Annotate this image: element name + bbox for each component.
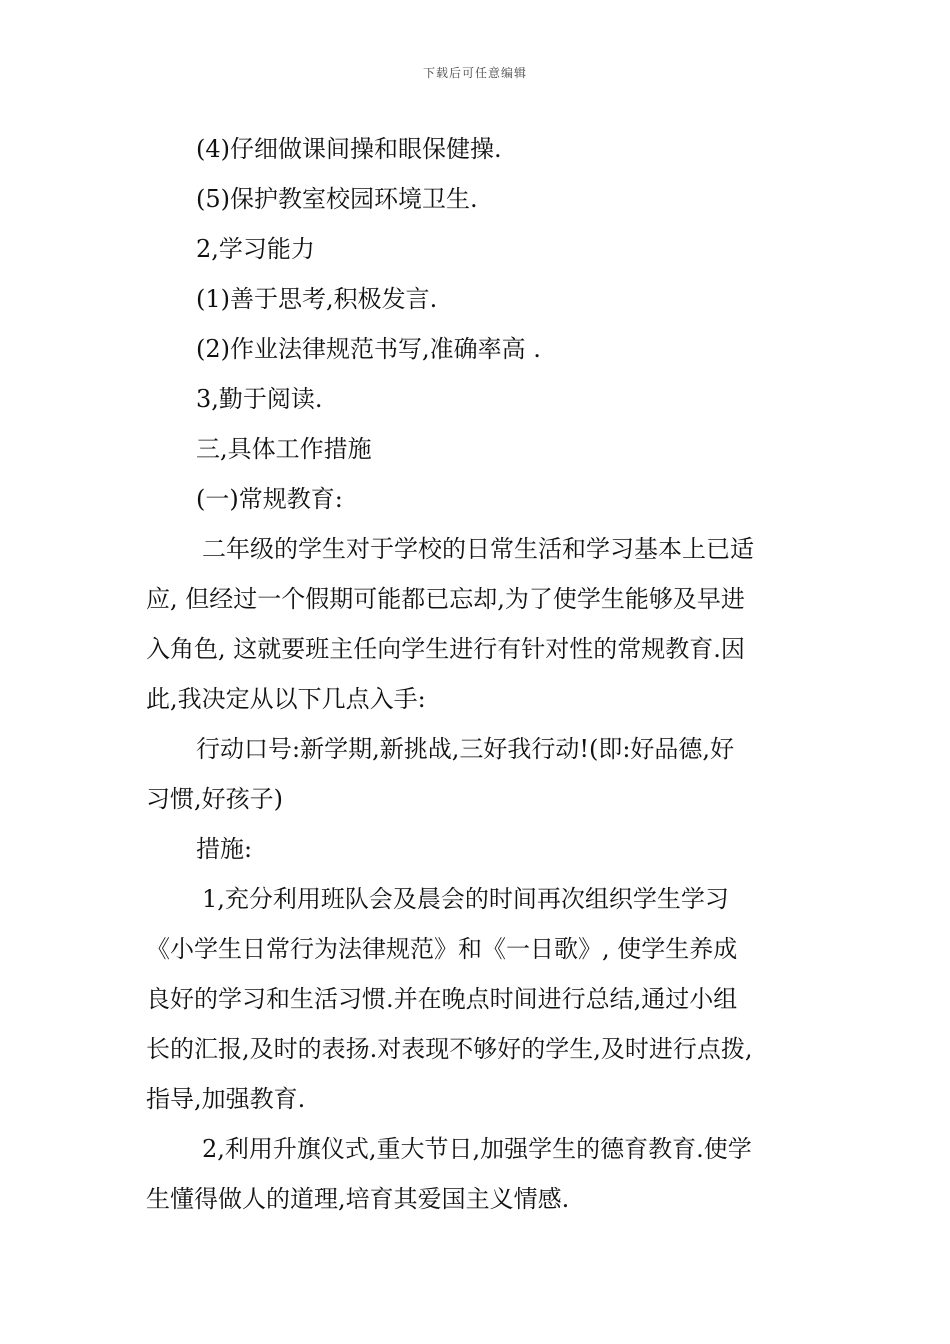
paragraph-routine-education (146, 524, 810, 724)
page-header: 下载后可任意编辑 (422, 66, 527, 80)
paragraph-line: 应, 但经过一个假期可能都已忘却,为了使学生能够及早进 (146, 585, 745, 613)
text-line: 3,勤于阅读. (196, 385, 323, 413)
paragraph-line: 行动口号:新学期,新挑战,三好我行动!(即:好品德,好 (196, 735, 735, 763)
paragraph-measure-1 (146, 874, 810, 1124)
paragraph-line: 良好的学习和生活习惯.并在晚点时间进行总结,通过小组 (146, 985, 738, 1013)
paragraph-line: 习惯,好孩子) (146, 785, 283, 813)
subsection-heading: (一)常规教育: (196, 485, 343, 513)
paragraph-measure-2 (146, 1124, 810, 1224)
paragraph-line: 此,我决定从以下几点入手: (146, 685, 426, 713)
text-line: (5)保护教室校园环境卫生. (196, 185, 478, 213)
paragraph-line: 长的汇报,及时的表扬.对表现不够好的学生,及时进行点拨, (146, 1035, 753, 1063)
section-heading: 三,具体工作措施 (196, 435, 372, 463)
paragraph-line: 入角色, 这就要班主任向学生进行有针对性的常规教育.因 (146, 635, 745, 663)
text-line: 2,学习能力 (196, 235, 315, 263)
document-body (146, 124, 810, 1224)
paragraph-line: 1,充分利用班队会及晨会的时间再次组织学生学习 (202, 885, 729, 913)
text-line: (4)仔细做课间操和眼保健操. (196, 135, 502, 163)
paragraph-line: 指导,加强教育. (146, 1085, 306, 1113)
paragraph-line: 2,利用升旗仪式,重大节日,加强学生的德育教育.使学 (202, 1135, 752, 1163)
paragraph-line: 生懂得做人的道理,培育其爱国主义情感. (146, 1185, 570, 1213)
text-line: (1)善于思考,积极发言. (196, 285, 438, 313)
paragraph-line: 二年级的学生对于学校的日常生活和学习基本上已适 (202, 535, 754, 563)
text-line: (2)作业法律规范书写,准确率高 . (196, 335, 541, 363)
paragraph-line: 《小学生日常行为法律规范》和《一日歌》, 使学生养成 (146, 935, 738, 963)
paragraph-slogan (146, 724, 810, 824)
measures-label: 措施: (196, 835, 253, 863)
